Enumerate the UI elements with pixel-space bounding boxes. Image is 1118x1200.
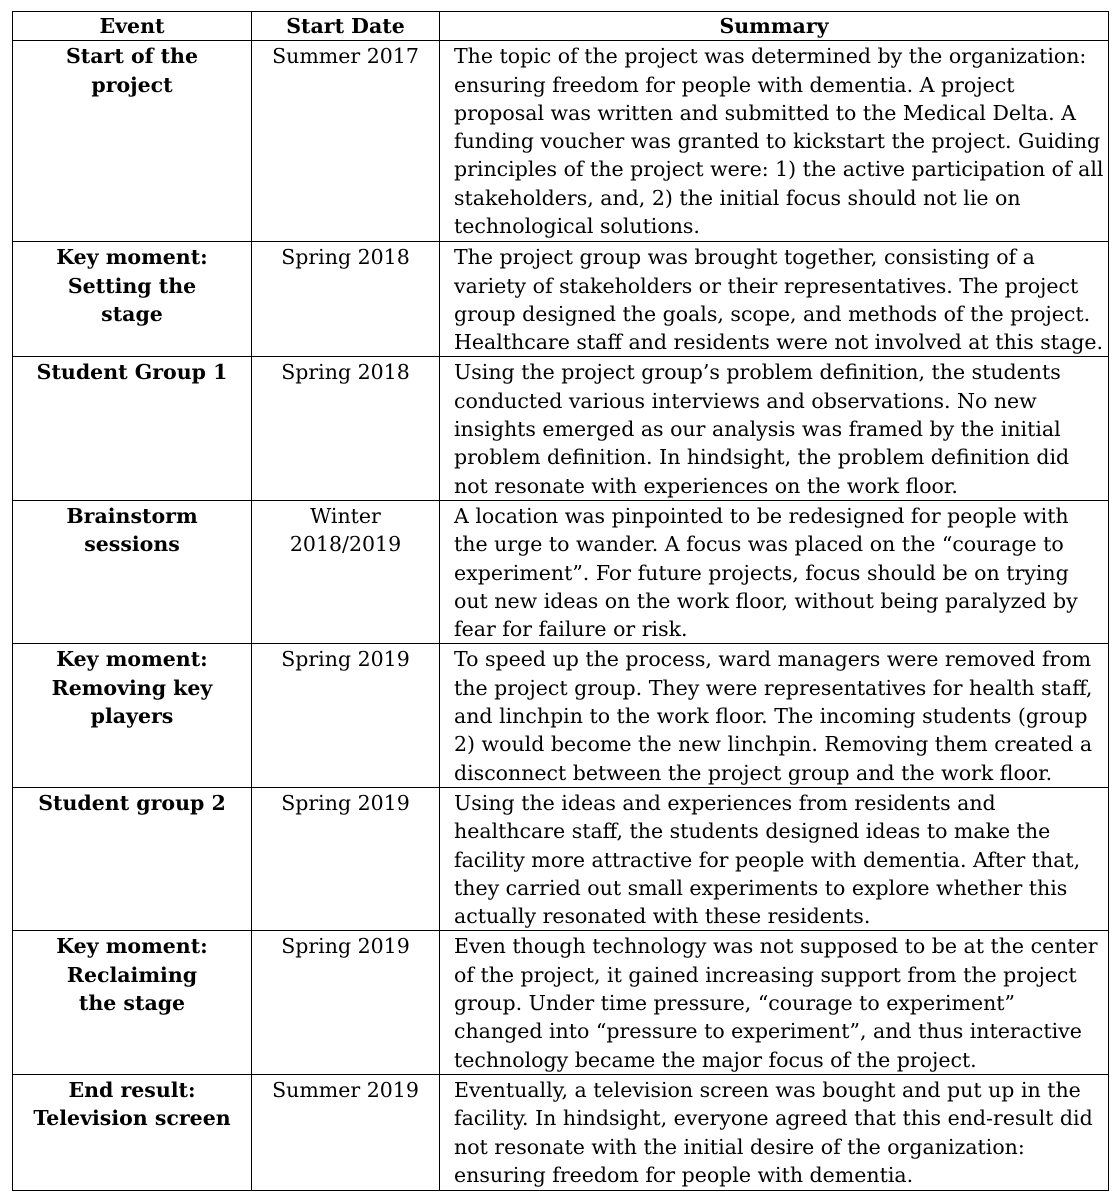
project-timeline-table	[12, 11, 1109, 1191]
header-summary: Summary	[440, 12, 1109, 41]
start-date-cell: Spring 2019	[252, 931, 440, 1074]
event-cell: End result: Television screen	[13, 1074, 252, 1190]
start-date-cell: Spring 2018	[252, 242, 440, 357]
summary-cell: Even though technology was not supposed to be at the center of the project, it gained increasing support from the project group. Under time pressure, “courage to experiment” changed into “pressure to experiment”, and thus interactive technology became the major focus of the project.	[440, 931, 1109, 1074]
summary-cell: To speed up the process, ward managers were removed from the project group. They were representatives for health staff, and linchpin to the work floor. The incoming students (group 2) would become the new linchpin. Removing them created a disconnect between the project group and the work floor.	[440, 644, 1109, 787]
event-cell: Student Group 1	[13, 357, 252, 500]
table-row	[13, 41, 1109, 242]
summary-cell: Eventually, a television screen was bought and put up in the facility. In hindsight, everyone agreed that this end-result did not resonate with the initial desire of the organization: ensuring freedom for people with dementia.	[440, 1074, 1109, 1190]
event-cell: Brainstorm sessions	[13, 500, 252, 643]
summary-cell: A location was pinpointed to be redesigned for people with the urge to wander. A focus was placed on the “courage to experiment”. For future projects, focus should be on trying out new ideas on the work floor, without being paralyzed by fear for failure or risk.	[440, 500, 1109, 643]
summary-cell: Using the project group’s problem definition, the students conducted various interviews and observations. No new insights emerged as our analysis was framed by the initial problem definition. In hindsight, the problem definition did not resonate with experiences on the work floor.	[440, 357, 1109, 500]
event-cell: Start of the project	[13, 41, 252, 242]
summary-cell: The topic of the project was determined by the organization: ensuring freedom for people with dementia. A project proposal was written and submitted to the Medical Delta. A funding voucher was granted to kickstart the project. Guiding principles of the project were: 1) the active participation of all stakeholders, and, 2) the initial focus should not lie on technological solutions.	[440, 41, 1109, 242]
header-event: Event	[13, 12, 252, 41]
header-start-date: Start Date	[252, 12, 440, 41]
event-cell: Key moment: Setting the stage	[13, 242, 252, 357]
table-row	[13, 931, 1109, 1074]
start-date-cell: Winter 2018/2019	[252, 500, 440, 643]
table-row	[13, 242, 1109, 357]
start-date-cell: Spring 2019	[252, 787, 440, 930]
table-row	[13, 1074, 1109, 1190]
header-row	[13, 12, 1109, 41]
event-cell: Key moment: Reclaiming the stage	[13, 931, 252, 1074]
event-cell: Key moment: Removing key players	[13, 644, 252, 787]
event-cell: Student group 2	[13, 787, 252, 930]
start-date-cell: Summer 2019	[252, 1074, 440, 1190]
table-row	[13, 500, 1109, 643]
table-row	[13, 787, 1109, 930]
summary-cell: Using the ideas and experiences from residents and healthcare staff, the students designed ideas to make the facility more attractive for people with dementia. After that, they carried out small experiments to explore whether this actually resonated with these residents.	[440, 787, 1109, 930]
table-row	[13, 357, 1109, 500]
summary-cell: The project group was brought together, consisting of a variety of stakeholders or their representatives. The project group designed the goals, scope, and methods of the project. Healthcare staff and residents were not involved at this stage.	[440, 242, 1109, 357]
start-date-cell: Summer 2017	[252, 41, 440, 242]
start-date-cell: Spring 2019	[252, 644, 440, 787]
start-date-cell: Spring 2018	[252, 357, 440, 500]
table-row	[13, 644, 1109, 787]
